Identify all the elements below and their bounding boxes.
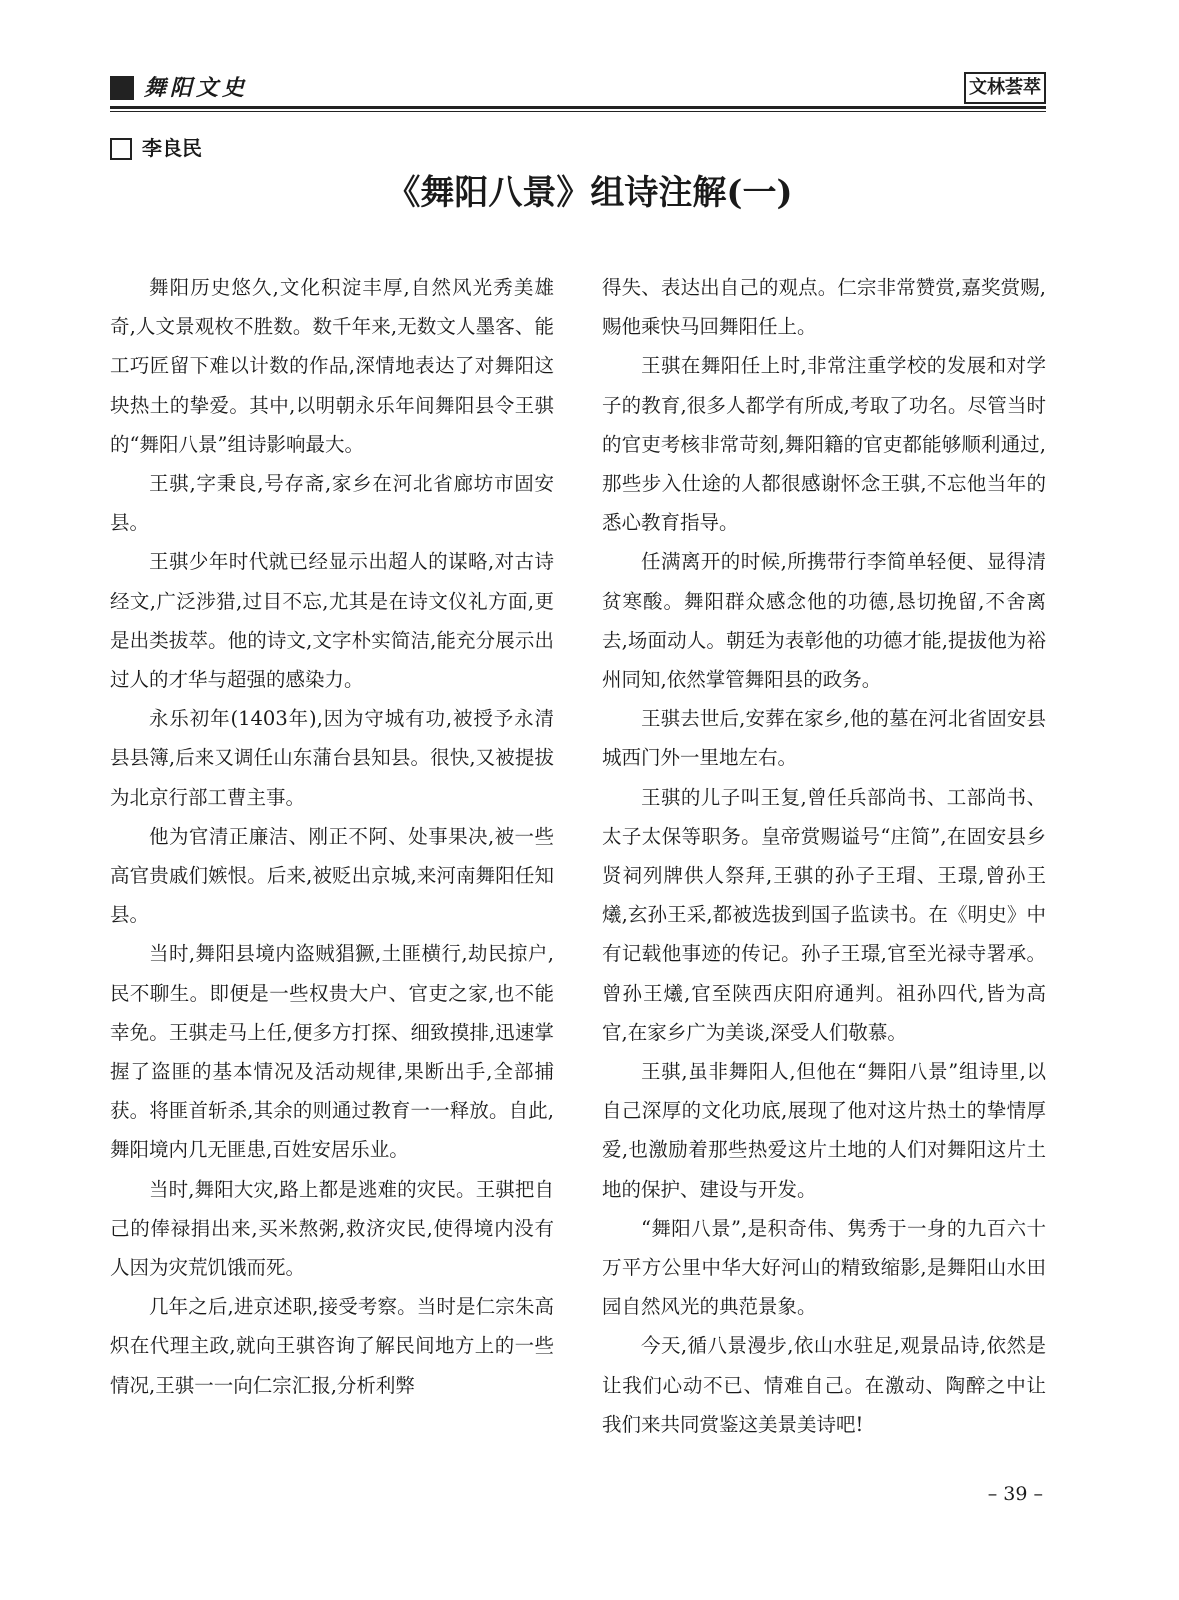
- paragraph: 今天,循八景漫步,依山水驻足,观景品诗,依然是让我们心动不已、情难自己。在激动、陶醉之中让我们来共同赏鉴这美景美诗吧!: [602, 1334, 1046, 1436]
- paragraph: 当时,舞阳县境内盗贼猖獗,土匪横行,劫民掠户,民不聊生。即便是一些权贵大户、官吏之家,也不能幸免。王骐走马上任,便多方打探、细致摸排,迅速掌握了盗匪的基本情况及活动规律,果断出手,全部捕获。将匪首斩杀,其余的则通过教育一一释放。自此,舞阳境内几无匪患,百姓安居乐业。: [110, 942, 554, 1162]
- paragraph: 永乐初年(1403年),因为守城有功,被授予永清县县簿,后来又调任山东蒲台县知县。很快,又被提拔为北京行部工曹主事。: [110, 707, 554, 809]
- article-title: 《舞阳八景》组诗注解(一): [386, 173, 793, 213]
- author-box-icon: [110, 138, 132, 160]
- paragraph: 王骐,字秉良,号存斋,家乡在河北省廊坊市固安县。: [110, 472, 554, 535]
- paragraph: “舞阳八景”,是积奇伟、隽秀于一身的九百六十万平方公里中华大好河山的精致缩影,是舞阳山水田园自然风光的典范景象。: [602, 1216, 1046, 1319]
- paragraph: 几年之后,进京述职,接受考察。当时是仁宗朱高炽在代理主政,就向王骐咨询了解民间地方上的一些情况,王骐一一向仁宗汇报,分析利弊: [110, 1295, 554, 1397]
- paragraph: 任满离开的时候,所携带行李简单轻便、显得清贫寒酸。舞阳群众感念他的功德,恳切挽留,不舍离去,场面动人。朝廷为表彰他的功德才能,提拔他为裕州同知,依然掌管舞阳县的政务。: [602, 550, 1046, 692]
- paragraph: 得失、表达出自己的观点。仁宗非常赞赏,嘉奖赏赐,赐他乘快马回舞阳任上。: [602, 276, 1046, 339]
- author-name: 李良民: [142, 136, 202, 160]
- left-column: [110, 268, 554, 1405]
- paragraph: 舞阳历史悠久,文化积淀丰厚,自然风光秀美雄奇,人文景观枚不胜数。数千年来,无数文人墨客、能工巧匠留下难以计数的作品,深情地表达了对舞阳这块热土的挚爱。其中,以明朝永乐年间舞阳县令王骐的“舞阳八景”组诗影响最大。: [110, 276, 554, 456]
- paragraph: 当时,舞阳大灾,路上都是逃难的灾民。王骐把自己的俸禄捐出来,买米熬粥,救济灾民,使得境内没有人因为灾荒饥饿而死。: [110, 1177, 554, 1280]
- page-number: – 39 –: [987, 1483, 1043, 1505]
- page-header: [110, 72, 1046, 106]
- header-rule-thin: [110, 111, 1046, 112]
- header-rule: [110, 106, 1046, 109]
- journal-title: 舞阳文史: [144, 75, 249, 101]
- paragraph: 王骐少年时代就已经显示出超人的谋略,对古诗经文,广泛涉猎,过目不忘,尤其是在诗文仪礼方面,更是出类拔萃。他的诗文,文字朴实简洁,能充分展示出过人的才华与超强的感染力。: [110, 550, 554, 692]
- paragraph: 王骐,虽非舞阳人,但他在“舞阳八景”组诗里,以自己深厚的文化功底,展现了他对这片热土的挚情厚爱,也激励着那些热爱这片土地的人们对舞阳这片土地的保护、建设与开发。: [602, 1060, 1046, 1201]
- paragraph: 王骐去世后,安葬在家乡,他的墓在河北省固安县城西门外一里地左右。: [602, 707, 1046, 770]
- section-badge: 文林荟萃: [964, 72, 1046, 104]
- right-column: [602, 268, 1046, 1444]
- paragraph: 王骐的儿子叫王复,曾任兵部尚书、工部尚书、太子太保等职务。皇帝赏赐谥号“庄简”,在固安县乡贤祠列牌供人祭拜,王骐的孙子王瑁、王璟,曾孙王爔,玄孙王采,都被选拔到国子监读书。在《明史》中有记载他事迹的传记。孙子王璟,官至光禄寺署承。曾孙王爔,官至陕西庆阳府通判。祖孙四代,皆为高官,在家乡广为美谈,深受人们敬慕。: [602, 785, 1046, 1044]
- paragraph: 他为官清正廉洁、刚正不阿、处事果决,被一些高官贵戚们嫉恨。后来,被贬出京城,来河南舞阳任知县。: [110, 824, 554, 927]
- header-square-icon: [110, 76, 134, 100]
- paragraph: 王骐在舞阳任上时,非常注重学校的发展和对学子的教育,很多人都学有所成,考取了功名。尽管当时的官吏考核非常苛刻,舞阳籍的官吏都能够顺利通过,那些步入仕途的人都很感谢怀念王骐,不忘他当年的悉心教育指导。: [602, 354, 1046, 535]
